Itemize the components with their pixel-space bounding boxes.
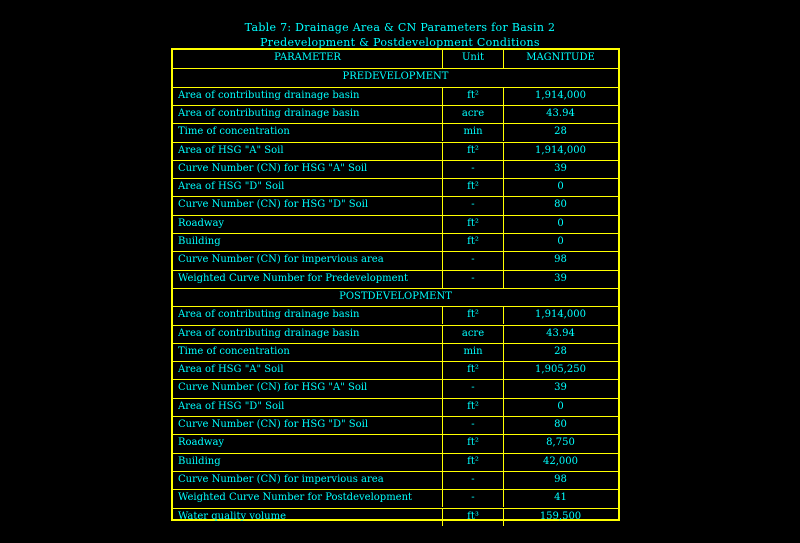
table-row [173,306,618,324]
unit-cell: - [471,199,475,211]
unit-cell: - [471,272,475,284]
unit-cell: - [471,473,475,485]
magnitude-cell: 1,914,000 [535,89,586,101]
table-row [173,87,618,105]
unit-cell: acre [461,107,485,119]
table-row [173,251,618,269]
table-row [173,270,618,288]
magnitude-cell: 28 [554,345,567,357]
magnitude-cell: 42,000 [543,455,578,467]
unit-cell: ft² [467,364,479,376]
table-row [173,325,618,343]
table-row [173,379,618,397]
table-row [173,416,618,434]
magnitude-cell: 0 [557,400,564,412]
magnitude-cell: 28 [554,126,567,138]
magnitude-cell: 0 [557,236,564,247]
table-title: Table 7: Drainage Area & CN Parameters for Basin 2 [244,21,556,34]
magnitude-cell: 0 [557,217,564,229]
unit-cell: - [471,162,475,174]
unit-cell: ft² [467,181,479,193]
parameter-cell: Water quality volume [178,510,287,522]
parameter-cell: Curve Number (CN) for impervious area [178,254,384,266]
table-row [173,453,618,471]
unit-cell: min [463,126,483,138]
unit-cell: ft² [467,236,479,247]
magnitude-cell: MAGNITUDE [526,52,595,63]
magnitude-cell: 43.94 [546,107,575,119]
magnitude-cell: 1,914,000 [535,144,586,156]
parameter-cell: Building [178,455,221,467]
parameter-cell: Weighted Curve Number for Predevelopment [178,272,408,284]
magnitude-cell: 98 [554,254,567,266]
parameter-cell: Area of contributing drainage basin [178,327,360,339]
table-row [173,343,618,361]
magnitude-cell: 98 [554,473,567,485]
unit-cell: Unit [461,52,485,63]
table-row [173,123,618,141]
magnitude-cell: 39 [554,382,567,394]
magnitude-cell: 41 [554,492,567,504]
unit-cell: ft² [467,455,479,467]
unit-cell: - [471,254,475,266]
section-row [173,68,618,86]
unit-cell: ft² [467,144,479,156]
table-row [173,215,618,233]
magnitude-cell: 39 [554,162,567,174]
magnitude-cell: 1,914,000 [535,309,586,321]
table-row [173,508,618,526]
parameter-cell: Area of HSG "A" Soil [178,364,284,376]
unit-cell: - [471,492,475,504]
magnitude-cell: 8,750 [546,437,575,449]
parameter-cell: Building [178,236,221,247]
parameter-cell: PARAMETER [274,52,341,63]
parameter-cell: Curve Number (CN) for HSG "A" Soil [178,382,368,394]
unit-cell: ft² [467,89,479,101]
table-row [173,398,618,416]
table-row [173,361,618,379]
parameter-cell: Curve Number (CN) for HSG "D" Soil [178,419,369,430]
unit-cell: min [463,345,483,357]
section-row [173,288,618,306]
table-row [173,142,618,160]
parameter-cell: Curve Number (CN) for HSG "D" Soil [178,199,369,211]
parameter-cell: Roadway [178,217,225,229]
parameter-cell: Area of contributing drainage basin [178,107,360,119]
table-row [173,471,618,489]
parameter-cell: Time of concentration [178,126,290,138]
parameter-cell: Curve Number (CN) for HSG "A" Soil [178,162,368,174]
table-row [173,178,618,196]
magnitude-cell: 159,500 [539,510,582,522]
magnitude-cell: 0 [557,181,564,193]
table-row [173,489,618,507]
parameter-cell: Area of HSG "D" Soil [178,181,285,193]
table-row [173,105,618,123]
table-row [173,233,618,251]
magnitude-cell: 39 [554,272,567,284]
table-subtitle: Predevelopment & Postdevelopment Conditions [260,36,540,49]
parameter-cell: Weighted Curve Number for Postdevelopment [178,492,413,504]
table-row [173,434,618,452]
section-label: PREDEVELOPMENT [342,71,449,83]
parameter-cell: Area of contributing drainage basin [178,309,360,321]
unit-cell: ft² [467,437,479,449]
parameter-cell: Area of HSG "A" Soil [178,144,284,156]
section-label: POSTDEVELOPMENT [339,290,452,302]
unit-cell: ft³ [467,510,479,522]
magnitude-cell: 80 [554,419,567,430]
unit-cell: ft² [467,309,479,321]
unit-cell: - [471,382,475,394]
magnitude-cell: 80 [554,199,567,211]
header-row [173,50,618,68]
unit-cell: ft² [467,217,479,229]
parameters-table [171,48,620,521]
unit-cell: ft² [467,400,479,412]
parameter-cell: Area of HSG "D" Soil [178,400,285,412]
parameter-cell: Time of concentration [178,345,290,357]
table-row [173,160,618,178]
unit-cell: acre [461,327,485,339]
magnitude-cell: 1,905,250 [535,364,586,376]
parameter-cell: Roadway [178,437,225,449]
parameter-cell: Curve Number (CN) for impervious area [178,473,384,485]
magnitude-cell: 43.94 [546,327,575,339]
unit-cell: - [471,419,475,430]
parameter-cell: Area of contributing drainage basin [178,89,360,101]
table-row [173,196,618,214]
